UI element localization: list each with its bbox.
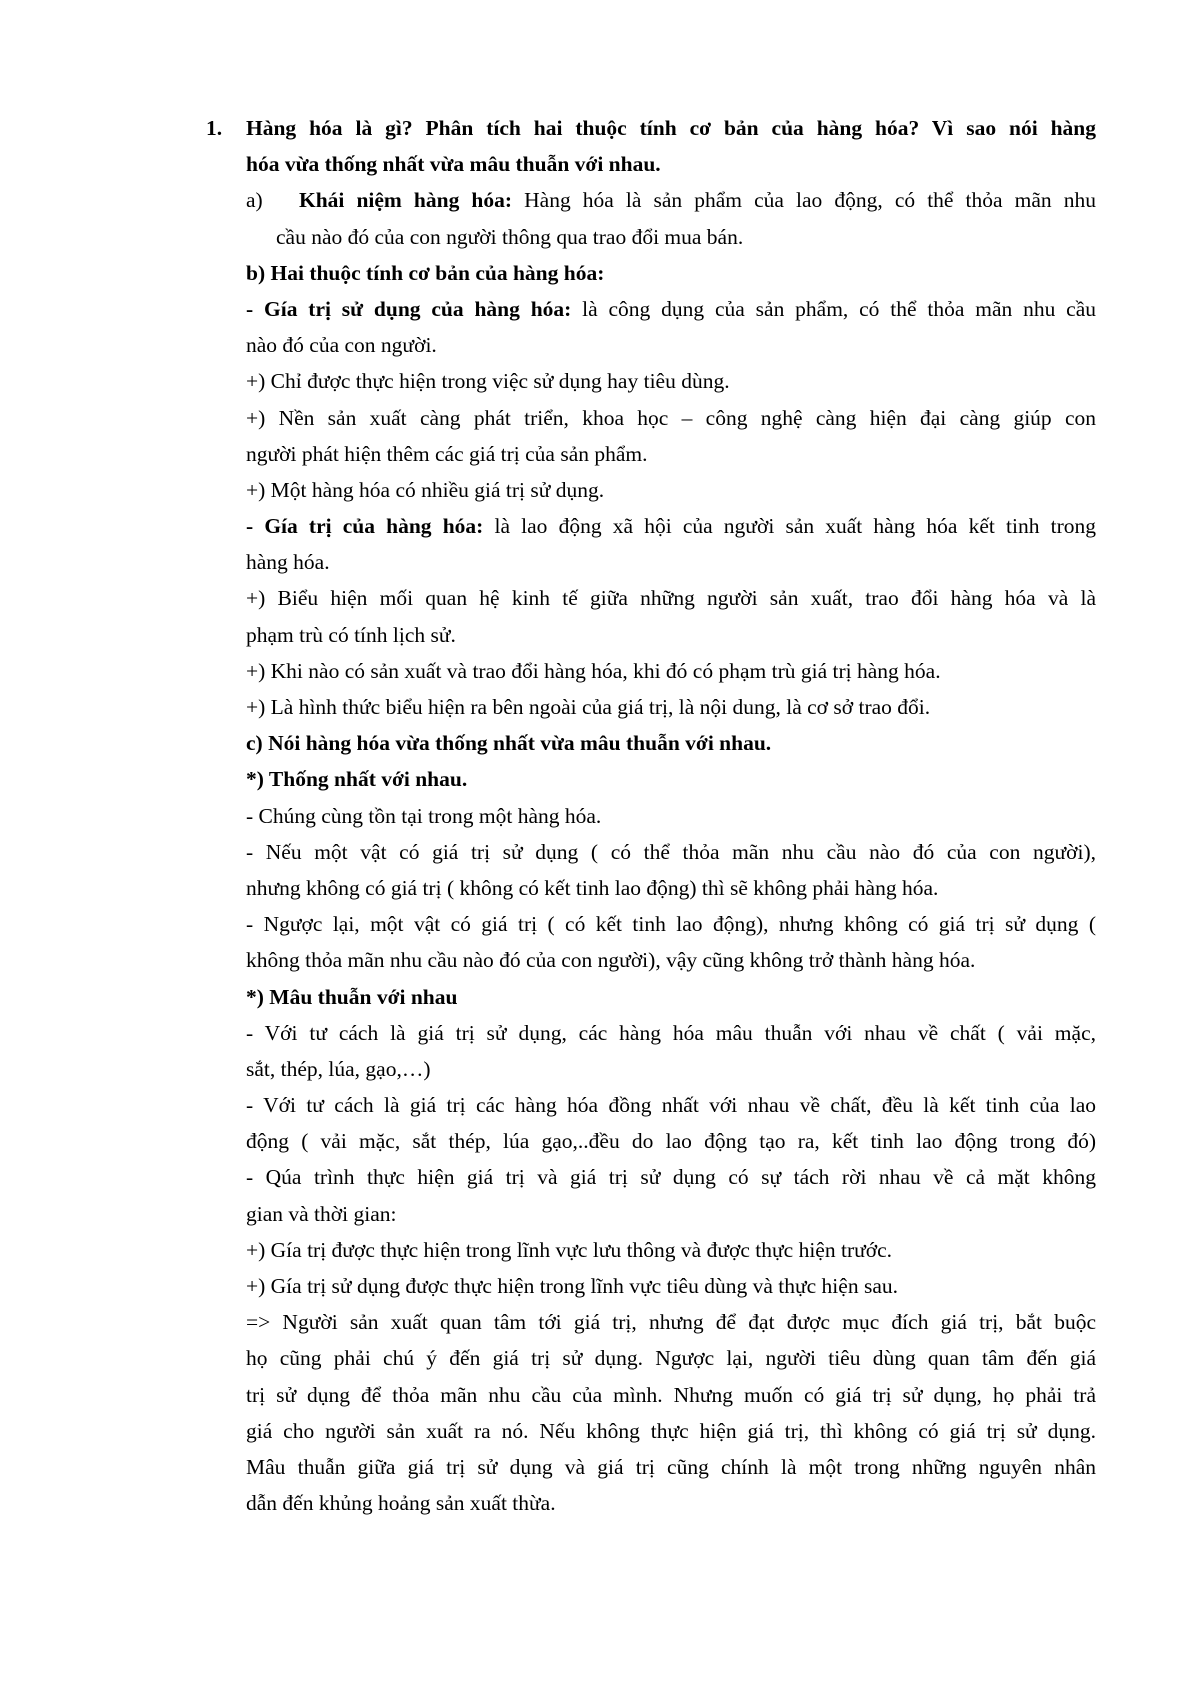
unity-line: - Nếu một vật có giá trị sử dụng ( có thể thỏa mãn nhu cầu nào đó của con người), bbox=[246, 839, 1096, 864]
question-number: 1. bbox=[206, 116, 223, 140]
use-point: +) Nền sản xuất càng phát triển, khoa học – công nghệ càng hiện đại càng giúp con bbox=[246, 405, 1096, 430]
use-point: +) Chỉ được thực hiện trong việc sử dụng hay tiêu dùng. bbox=[246, 369, 730, 394]
value-point: +) Biểu hiện mối quan hệ kinh tế giữa những người sản xuất, trao đổi hàng hóa và là bbox=[246, 586, 1096, 611]
value-point: +) Khi nào có sản xuất và trao đổi hàng hóa, khi đó có phạm trù giá trị hàng hóa. bbox=[246, 658, 941, 683]
use-point: +) Một hàng hóa có nhiều giá trị sử dụng. bbox=[246, 477, 605, 502]
conflict-line: - Qúa trình thực hiện giá trị và giá trị sử dụng có sự tách rời nhau về cả mặt không bbox=[246, 1165, 1096, 1190]
conflict-line: động ( vải mặc, sắt thép, lúa gạo,..đều do lao động tạo ra, kết tinh lao động trong đó) bbox=[246, 1129, 1096, 1154]
value-point: +) Là hình thức biểu hiện ra bên ngoài của giá trị, là nội dung, là cơ sở trao đổi. bbox=[246, 695, 931, 719]
conflict-heading: *) Mâu thuẫn với nhau bbox=[246, 984, 458, 1009]
conflict-line: sắt, thép, lúa, gạo,…) bbox=[246, 1056, 431, 1081]
section-c-heading: c) Nói hàng hóa vừa thống nhất vừa mâu thuẫn với nhau. bbox=[246, 731, 772, 756]
conflict-line: họ cũng phải chú ý đến giá trị sử dụng. Ngược lại, người tiêu dùng quan tâm đến giá bbox=[246, 1346, 1096, 1371]
use-value-line-2: nào đó của con người. bbox=[246, 333, 437, 358]
unity-line: - Ngược lại, một vật có giá trị ( có kết tinh lao động), nhưng không có giá trị sử dụng ( bbox=[246, 912, 1096, 937]
section-a-line-1: a) Khái niệm hàng hóa: Hàng hóa là sản phẩm của lao động, có thể thỏa mãn nhu bbox=[246, 188, 1097, 213]
conflict-line: Mâu thuẫn giữa giá trị sử dụng và giá trị cũng chính là một trong những nguyên nhân bbox=[246, 1454, 1096, 1479]
conflict-line: +) Gía trị sử dụng được thực hiện trong lĩnh vực tiêu dùng và thực hiện sau. bbox=[246, 1274, 898, 1298]
section-a-marker: a) bbox=[246, 188, 263, 213]
conflict-line: dẫn đến khủng hoảng sản xuất thừa. bbox=[246, 1491, 556, 1516]
use-value-label: - Gía trị sử dụng của hàng hóa: bbox=[246, 296, 572, 321]
use-value-line-1: - Gía trị sử dụng của hàng hóa: là công dụng của sản phẩm, có thể thỏa mãn nhu cầu bbox=[246, 296, 1096, 321]
unity-heading: *) Thống nhất với nhau. bbox=[246, 767, 468, 792]
value-line-2: hàng hóa. bbox=[246, 550, 330, 575]
question-title-line-1: 1. Hàng hóa là gì? Phân tích hai thuộc tính cơ bản của hàng hóa? Vì sao nói hàng bbox=[246, 110, 1096, 146]
unity-line: nhưng không có giá trị ( không có kết tinh lao động) thì sẽ không phải hàng hóa. bbox=[246, 875, 939, 900]
conflict-line: gian và thời gian: bbox=[246, 1201, 397, 1226]
unity-line: - Chúng cùng tồn tại trong một hàng hóa. bbox=[246, 803, 602, 828]
question-title-line-2: hóa vừa thống nhất vừa mâu thuẫn với nhau. bbox=[246, 152, 661, 177]
value-line-1: - Gía trị của hàng hóa: là lao động xã hội của người sản xuất hàng hóa kết tinh trong bbox=[246, 514, 1096, 539]
conflict-line: => Người sản xuất quan tâm tới giá trị, nhưng để đạt được mục đích giá trị, bắt buộc bbox=[246, 1310, 1096, 1335]
conflict-line: trị sử dụng để thỏa mãn nhu cầu của mình. Nhưng muốn có giá trị sử dụng, họ phải trả bbox=[246, 1382, 1096, 1407]
document-body bbox=[206, 110, 1097, 1521]
use-point: người phát hiện thêm các giá trị của sản phẩm. bbox=[246, 441, 648, 466]
conflict-line: - Với tư cách là giá trị sử dụng, các hàng hóa mâu thuẫn với nhau về chất ( vải mặc, bbox=[246, 1020, 1096, 1045]
value-point: phạm trù có tính lịch sử. bbox=[246, 622, 456, 647]
unity-line: không thỏa mãn nhu cầu nào đó của con người), vậy cũng không trở thành hàng hóa. bbox=[246, 948, 976, 973]
section-a-line-2: cầu nào đó của con người thông qua trao đổi mua bán. bbox=[276, 224, 744, 249]
conflict-line: +) Gía trị được thực hiện trong lĩnh vực lưu thông và được thực hiện trước. bbox=[246, 1237, 893, 1262]
value-label: - Gía trị của hàng hóa: bbox=[246, 514, 484, 539]
section-b-heading: b) Hai thuộc tính cơ bản của hàng hóa: bbox=[246, 260, 605, 285]
conflict-line: - Với tư cách là giá trị các hàng hóa đồng nhất với nhau về chất, đều là kết tinh của lao bbox=[246, 1093, 1096, 1118]
conflict-line: giá cho người sản xuất ra nó. Nếu không thực hiện giá trị, thì không có giá trị sử dụng. bbox=[246, 1418, 1096, 1443]
section-a-label: Khái niệm hàng hóa: bbox=[298, 188, 513, 213]
